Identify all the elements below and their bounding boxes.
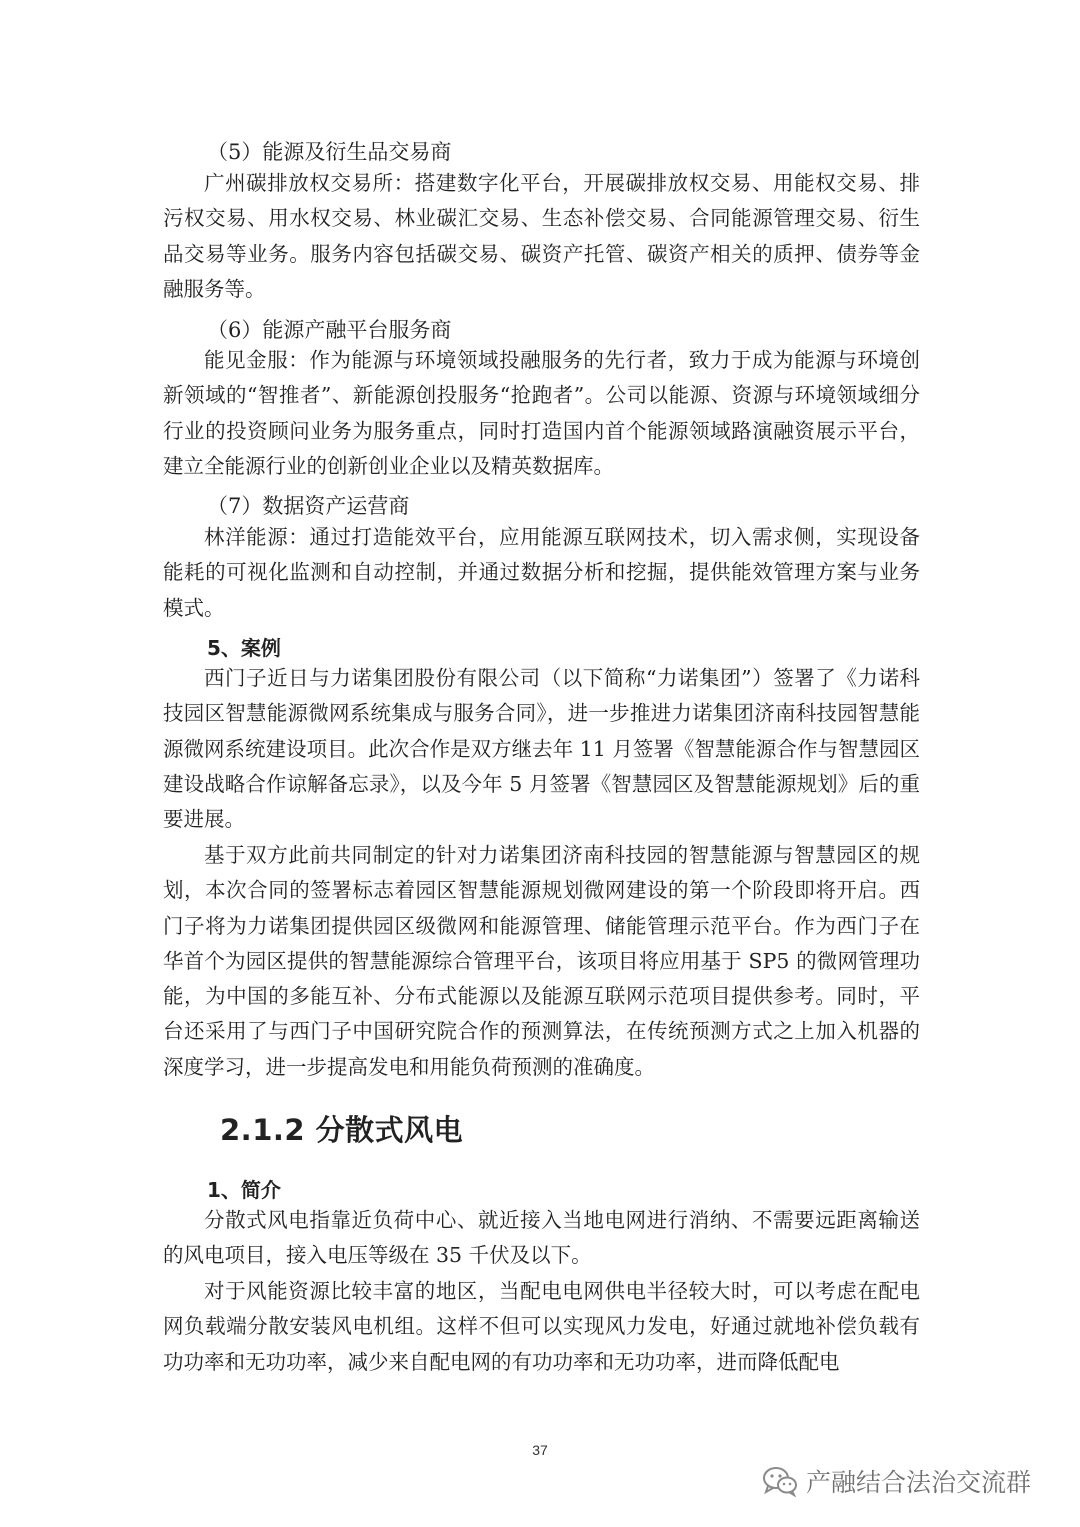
intro-paragraph-2: 对于风能资源比较丰富的地区，当配电电网供电半径较大时，可以考虑在配电网负载端分散安装风电机组。这样不但可以实现风力发电，好通过就地补偿负载有功功率和无功功率，减少来自配电网的有功功率和无功功率，进而降低配电 [163,1279,920,1374]
subsection-6-title: （6）能源产融平台服务商 [207,318,452,342]
subsection-6-body: 能见金服：作为能源与环境领域投融服务的先行者，致力于成为能源与环境创新领域的“智推者”、新能源创投服务“抢跑者”。公司以能源、资源与环境领域细分行业的投资顾问业务为服务重点，同时打造国内首个能源领域路演融资展示平台，建立全能源行业的创新创业企业以及精英数据库。 [163,348,920,478]
subsection-7-title: （7）数据资产运营商 [207,494,410,518]
case-paragraph-2: 基于双方此前共同制定的针对力诺集团济南科技园的智慧能源与智慧园区的规划，本次合同的签署标志着园区智慧能源规划微网建设的第一个阶段即将开启。西门子将为力诺集团提供园区级微网和能源管理、储能管理示范平台。作为西门子在华首个为园区提供的智慧能源综合管理平台，该项目将应用基于 SP5 的微网管理功能，为中国的多能互补、分布式能源以及能源互联网示范项目提供参考。同时，平台还采用了与西门子中国研究院合作的预测算法，在传统预测方式之上加入机器的深度学习，进一步提高发电和用能负荷预测的准确度。 [163,843,920,1079]
intro-paragraph-1: 分散式风电指靠近负荷中心、就近接入当地电网进行消纳、不需要远距离输送的风电项目，接入电压等级在 35 千伏及以下。 [163,1208,920,1268]
case-heading: 5、案例 [207,636,281,660]
intro-heading: 1、简介 [207,1178,281,1202]
page-number: 37 [532,1442,548,1458]
wechat-icon [762,1465,798,1497]
case-paragraph-1: 西门子近日与力诺集团股份有限公司（以下简称“力诺集团”）签署了《力诺科技园区智慧能源微网系统集成与服务合同》，进一步推进力诺集团济南科技园智慧能源微网系统建设项目。此次合作是双方继去年 11 月签署《智慧能源合作与智慧园区建设战略合作谅解备忘录》，以及今年 5 月签署《智慧园区及智慧能源规划》后的重要进展。 [163,666,920,832]
subsection-5-title: （5）能源及衍生品交易商 [207,140,452,164]
subsection-7-body: 林洋能源：通过打造能效平台，应用能源互联网技术，切入需求侧，实现设备能耗的可视化监测和自动控制，并通过数据分析和挖掘，提供能效管理方案与业务模式。 [163,525,920,620]
watermark-text: 产融结合法治交流群 [806,1468,1032,1497]
section-heading-2-1-2: 2.1.2 分散式风电 [220,1113,464,1147]
watermark [762,1463,1031,1499]
subsection-5-body: 广州碳排放权交易所：搭建数字化平台，开展碳排放权交易、用能权交易、排污权交易、用水权交易、林业碳汇交易、生态补偿交易、合同能源管理交易、衍生品交易等业务。服务内容包括碳交易、碳资产托管、碳资产相关的质押、债券等金融服务等。 [163,171,920,301]
